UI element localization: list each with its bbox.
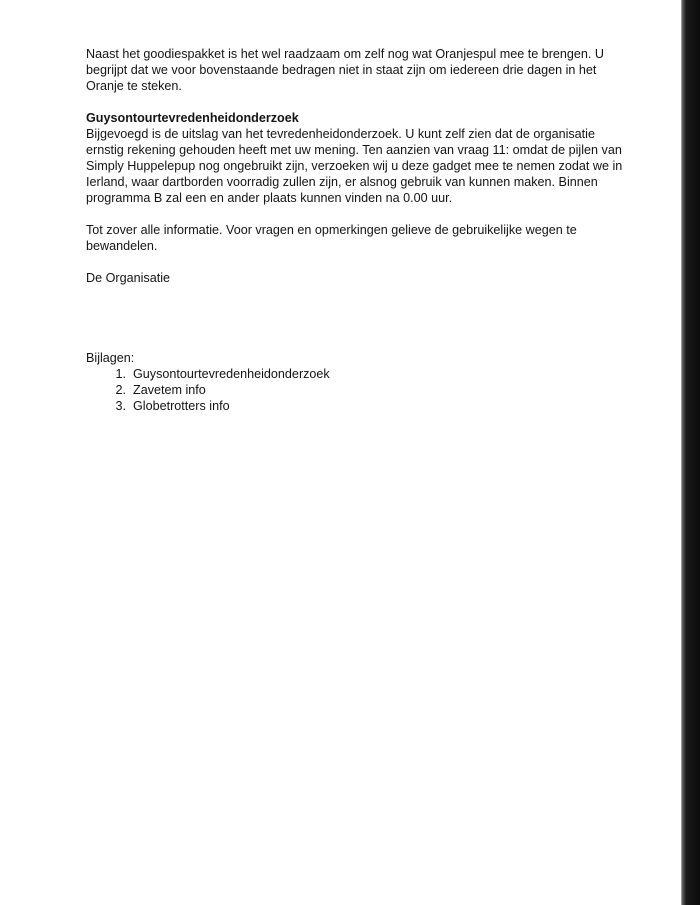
section-paragraph: Bijgevoegd is de uitslag van het tevredenheidonderzoek. U kunt zelf zien dat de organisatie ernstig rekening gehouden heeft met uw mening. Ten aanzien van vraag 11: omdat de pijlen van Simply Huppelepup nog ongebruikt zijn, verzoeken wij u deze gadget mee te nemen zodat we in Ierland, waar dartborden voorradig zullen zijn, er alsnog gebruik van kunnen maken. Binnen programma B zal een en ander plaats kunnen vinden na 0.00 uur. — [86, 127, 623, 205]
intro-paragraph: Naast het goodiespakket is het wel raadzaam om zelf nog wat Oranjespul mee te brengen. U begrijpt dat we voor bovenstaande bedragen niet in staat zijn om iedereen drie dagen in het Oranje te steken. — [86, 47, 605, 93]
attachment-number: 1. — [115, 367, 126, 381]
document-body — [86, 46, 626, 414]
attachment-label: Globetrotters info — [133, 399, 230, 413]
attachments-list — [86, 366, 626, 414]
attachment-label: Guysontourtevredenheidonderzoek — [133, 367, 330, 381]
attachment-item — [86, 366, 626, 382]
scan-edge-shadow — [682, 0, 700, 905]
spacer — [86, 302, 626, 350]
attachment-number: 3. — [115, 399, 126, 413]
section-heading: Guysontourtevredenheidonderzoek — [86, 111, 299, 125]
attachment-item — [86, 382, 626, 398]
signature: De Organisatie — [86, 271, 170, 285]
attachment-label: Zavetem info — [133, 383, 206, 397]
closing-paragraph: Tot zover alle informatie. Voor vragen en opmerkingen gelieve de gebruikelijke wegen te bewandelen. — [86, 223, 577, 253]
attachments-label: Bijlagen: — [86, 351, 135, 365]
attachment-item — [86, 398, 626, 414]
attachment-number: 2. — [115, 383, 126, 397]
